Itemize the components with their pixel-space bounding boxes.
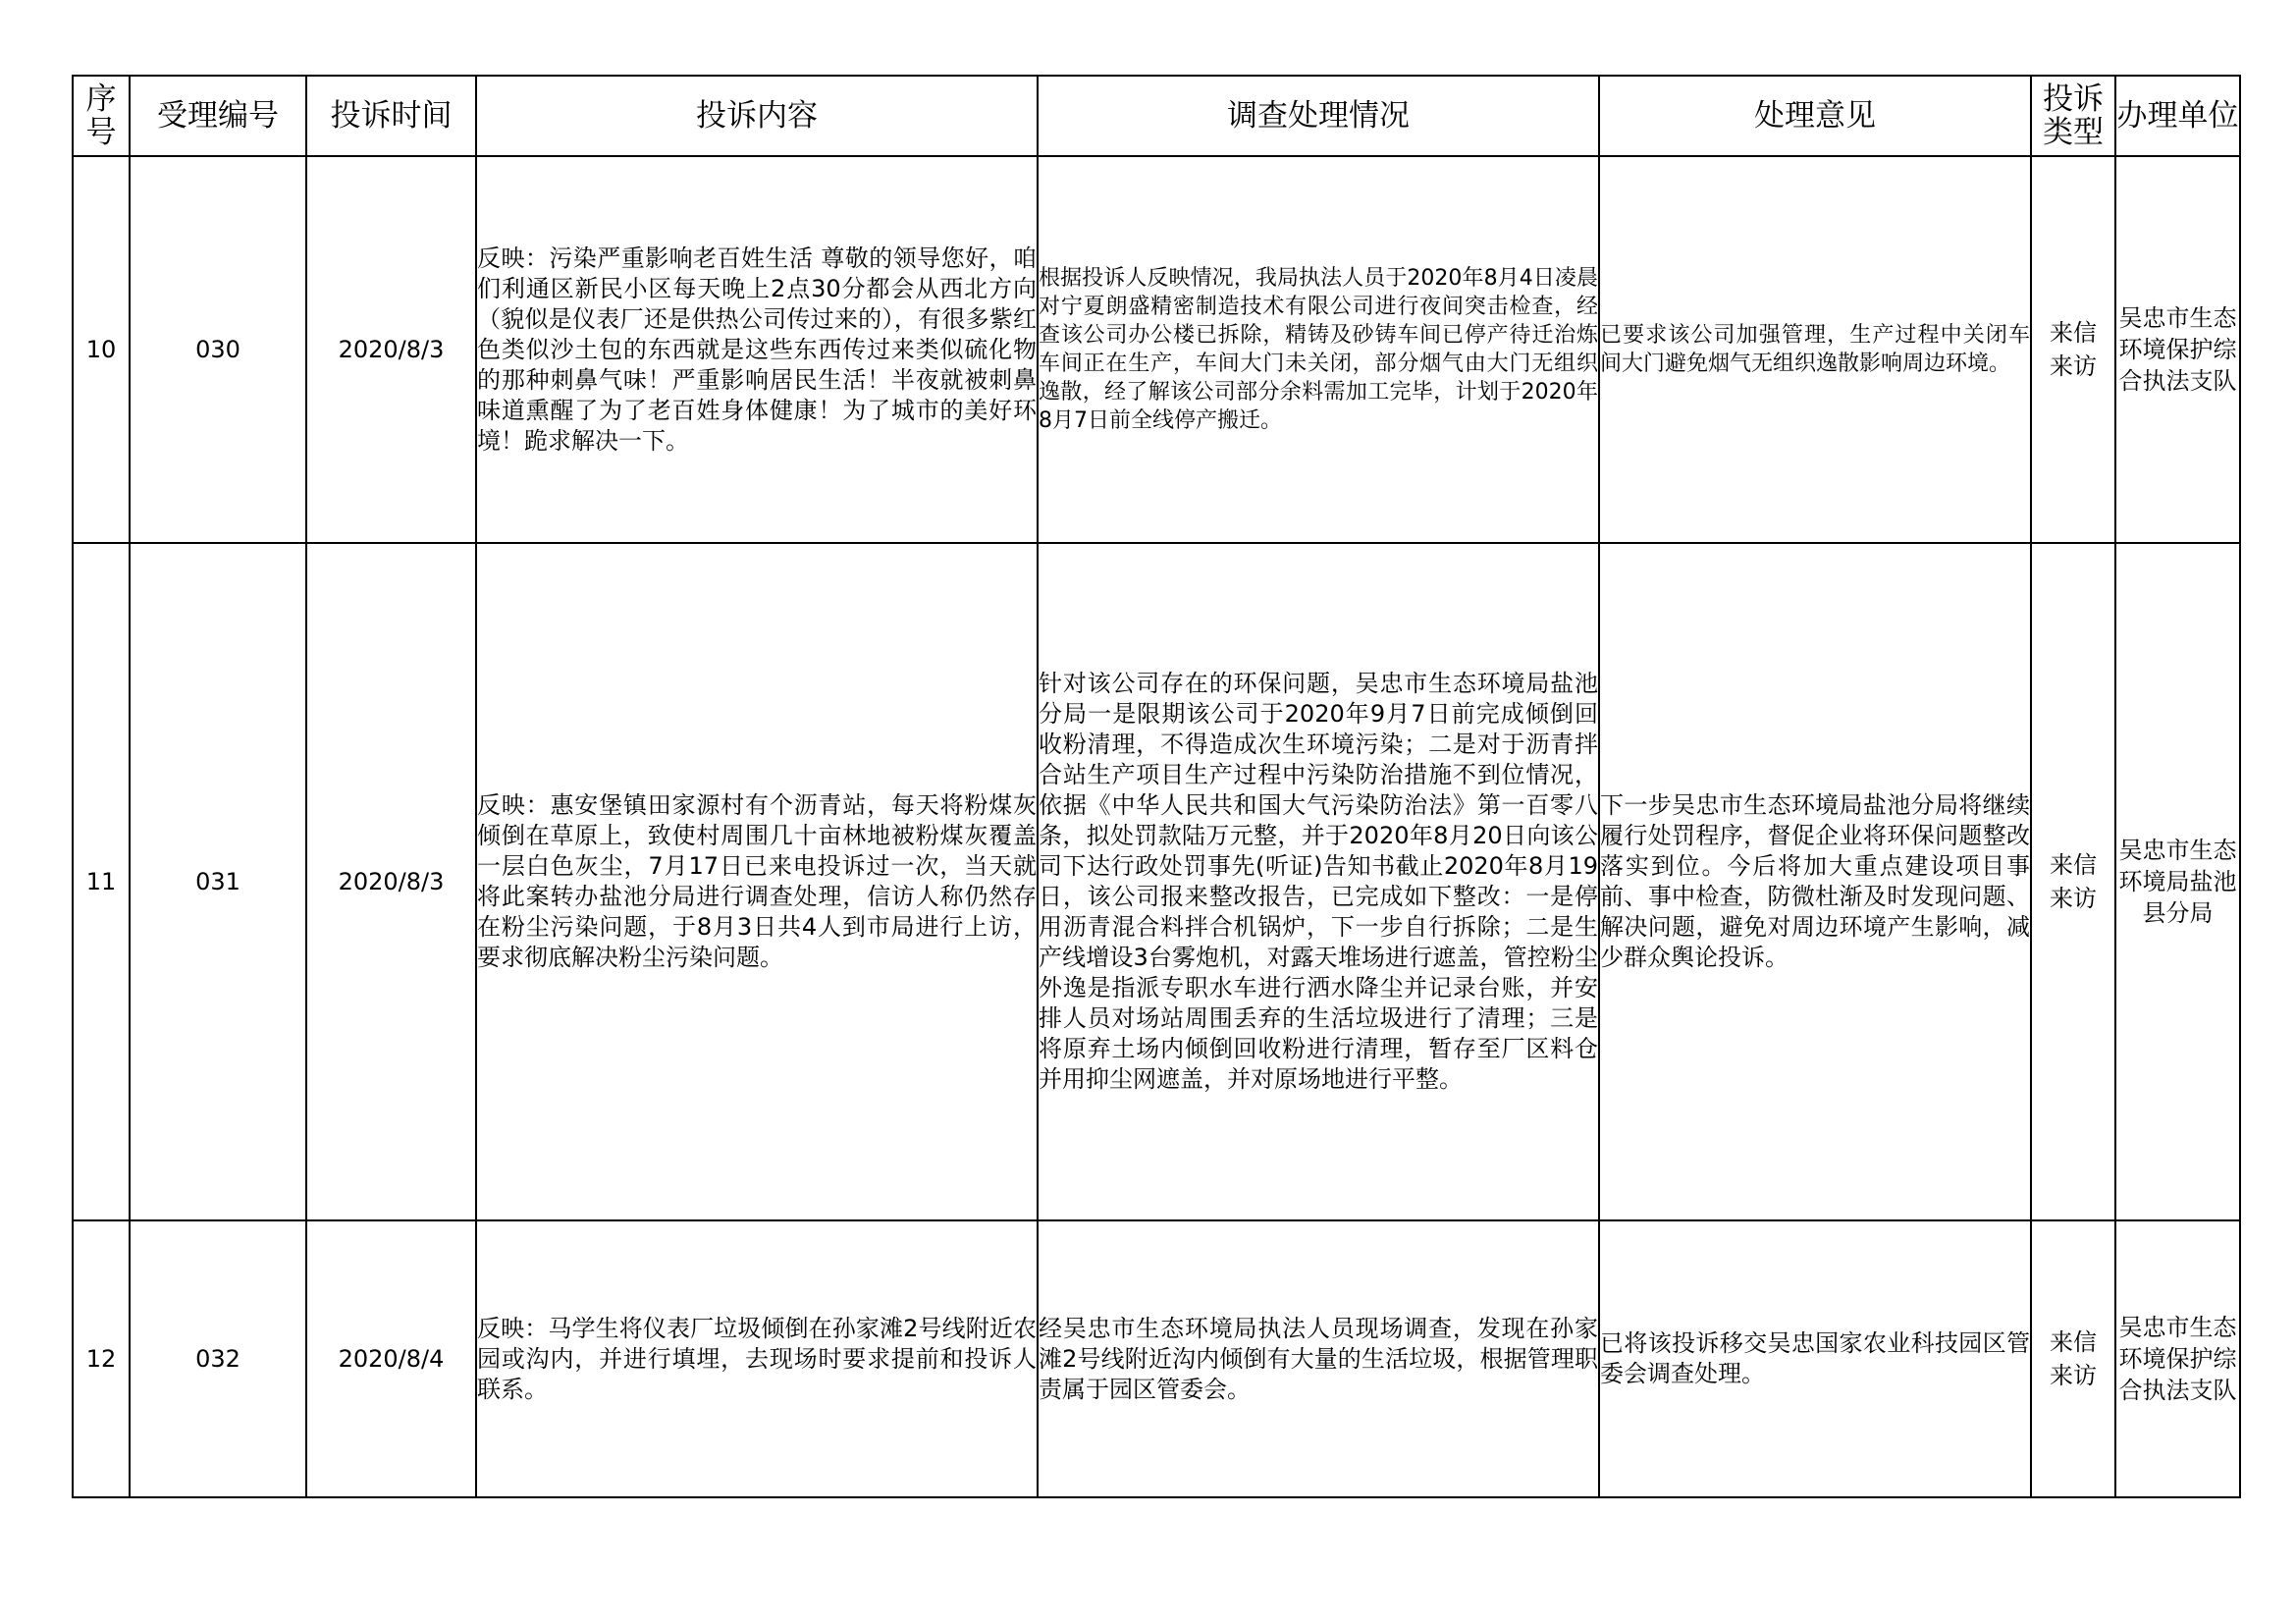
row-index: 11: [73, 543, 130, 1220]
row-type: 来信 来访: [2031, 543, 2115, 1220]
row-case-no: 032: [130, 1220, 306, 1497]
row-type: 来信 来访: [2031, 1220, 2115, 1497]
row-time: 2020/8/3: [306, 543, 476, 1220]
row-type: 来信 来访: [2031, 156, 2115, 543]
header-type: 投诉类型: [2031, 76, 2115, 156]
row-index: 12: [73, 1220, 130, 1497]
row-unit: 吴忠市生态环境保护综合执法支队: [2115, 1220, 2240, 1497]
row-opinion: 已要求该公司加强管理，生产过程中关闭车间大门避免烟气无组织逸散影响周边环境。: [1599, 156, 2031, 543]
row-unit: 吴忠市生态环境局盐池县分局: [2115, 543, 2240, 1220]
row-index: 10: [73, 156, 130, 543]
row-content: 反映：惠安堡镇田家源村有个沥青站，每天将粉煤灰倾倒在草原上，致使村周围几十亩林地被粉煤灰覆盖一层白色灰尘，7月17日已来电投诉过一次，当天就将此案转办盐池分局进行调查处理，信访人称仍然存在粉尘污染问题，于8月3日共4人到市局进行上访，要求彻底解决粉尘污染问题。: [476, 543, 1038, 1220]
header-unit: 办理单位: [2115, 76, 2240, 156]
table-row: [73, 1220, 2240, 1497]
header-case-no: 受理编号: [130, 76, 306, 156]
complaints-table: [72, 75, 2241, 1498]
header-opinion: 处理意见: [1599, 76, 2031, 156]
header-index: 序号: [73, 76, 130, 156]
row-opinion: 下一步吴忠市生态环境局盐池分局将继续履行处罚程序，督促企业将环保问题整改落实到位。今后将加大重点建设项目事前、事中检查，防微杜渐及时发现问题、解决问题，避免对周边环境产生影响，减少群众舆论投诉。: [1599, 543, 2031, 1220]
row-investigation: 根据投诉人反映情况，我局执法人员于2020年8月4日凌晨对宁夏朗盛精密制造技术有限公司进行夜间突击检查，经查该公司办公楼已拆除，精铸及砂铸车间已停产待迁治炼车间正在生产，车间大门未关闭，部分烟气由大门无组织逸散，经了解该公司部分余料需加工完毕，计划于2020年8月7日前全线停产搬迁。: [1038, 156, 1599, 543]
header-investigation: 调查处理情况: [1038, 76, 1599, 156]
row-time: 2020/8/3: [306, 156, 476, 543]
table-row: [73, 156, 2240, 543]
row-time: 2020/8/4: [306, 1220, 476, 1497]
header-time: 投诉时间: [306, 76, 476, 156]
row-content: 反映：污染严重影响老百姓生活 尊敬的领导您好，咱们利通区新民小区每天晚上2点30分都会从西北方向（貌似是仪表厂还是供热公司传过来的），有很多紫红色类似沙土包的东西就是这些东西传过来类似硫化物的那种刺鼻气味！严重影响居民生活！半夜就被刺鼻味道熏醒了为了老百姓身体健康！为了城市的美好环境！跪求解决一下。: [476, 156, 1038, 543]
row-case-no: 030: [130, 156, 306, 543]
row-investigation: 针对该公司存在的环保问题，吴忠市生态环境局盐池分局一是限期该公司于2020年9月7日前完成倾倒回收粉清理，不得造成次生环境污染；二是对于沥青拌合站生产项目生产过程中污染防治措施不到位情况，依据《中华人民共和国大气污染防治法》第一百零八条，拟处罚款陆万元整，并于2020年8月20日向该公司下达行政处罚事先(听证)告知书截止2020年8月19日，该公司报来整改报告，已完成如下整改：一是停用沥青混合料拌合机锅炉，下一步自行拆除；二是生产线增设3台雾炮机，对露天堆场进行遮盖，管控粉尘外逸是指派专职水车进行洒水降尘并记录台账，并安排人员对场站周围丢弃的生活垃圾进行了清理；三是将原弃土场内倾倒回收粉进行清理，暂存至厂区料仓并用抑尘网遮盖，并对原场地进行平整。: [1038, 543, 1599, 1220]
header-content: 投诉内容: [476, 76, 1038, 156]
row-unit: 吴忠市生态环境保护综合执法支队: [2115, 156, 2240, 543]
row-content: 反映：马学生将仪表厂垃圾倾倒在孙家滩2号线附近农园或沟内，并进行填埋，去现场时要求提前和投诉人联系。: [476, 1220, 1038, 1497]
row-opinion: 已将该投诉移交吴忠国家农业科技园区管委会调查处理。: [1599, 1220, 2031, 1497]
table-row: [73, 543, 2240, 1220]
header-row: [73, 76, 2240, 156]
row-investigation: 经吴忠市生态环境局执法人员现场调查，发现在孙家滩2号线附近沟内倾倒有大量的生活垃圾，根据管理职责属于园区管委会。: [1038, 1220, 1599, 1497]
row-case-no: 031: [130, 543, 306, 1220]
